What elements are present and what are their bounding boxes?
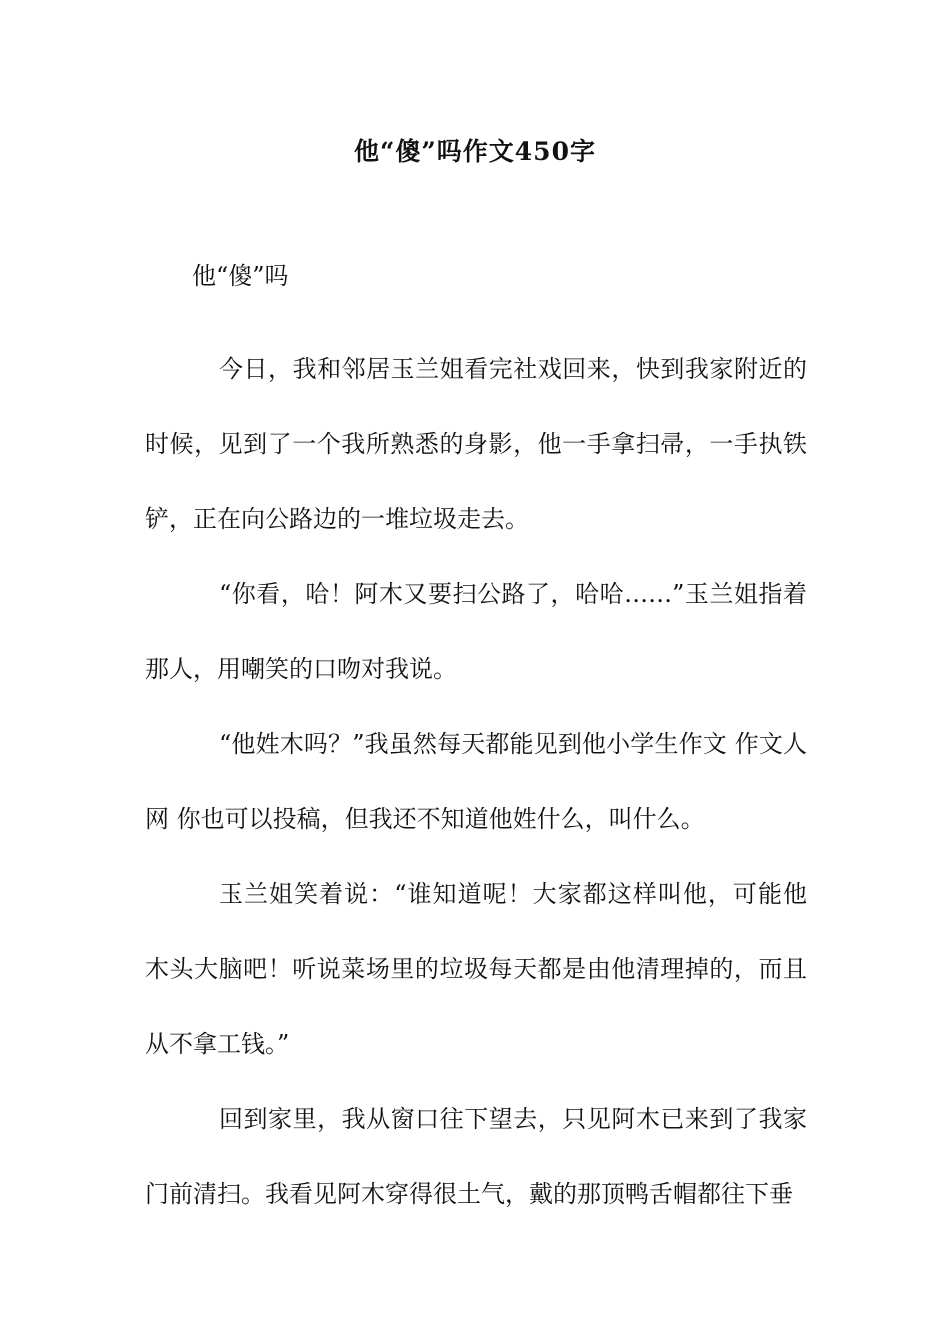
document-body (145, 332, 807, 1232)
paragraph: 玉兰姐笑着说：“谁知道呢！大家都这样叫他，可能他木头大脑吧！听说菜场里的垃圾每天都是由他清理掉的，而且从不拿工钱。” (145, 880, 807, 1058)
paragraph: 今日，我和邻居玉兰姐看完社戏回来，快到我家附近的时候，见到了一个我所熟悉的身影，他一手拿扫帚，一手执铁铲，正在向公路边的一堆垃圾走去。 (145, 355, 807, 533)
paragraph: 回到家里，我从窗口往下望去，只见阿木已来到了我家门前清扫。我看见阿木穿得很土气，戴的那顶鸭舌帽都往下垂 (145, 1105, 807, 1208)
document-subtitle: 他“傻”吗 (192, 262, 289, 290)
paragraph: “他姓木吗？”我虽然每天都能见到他小学生作文 作文人网 你也可以投稿，但我还不知道他姓什么，叫什么。 (145, 730, 807, 833)
paragraph: “你看，哈！阿木又要扫公路了，哈哈……”玉兰姐指着那人，用嘲笑的口吻对我说。 (145, 580, 807, 683)
document-title: 他“傻”吗作文450字 (354, 137, 596, 166)
